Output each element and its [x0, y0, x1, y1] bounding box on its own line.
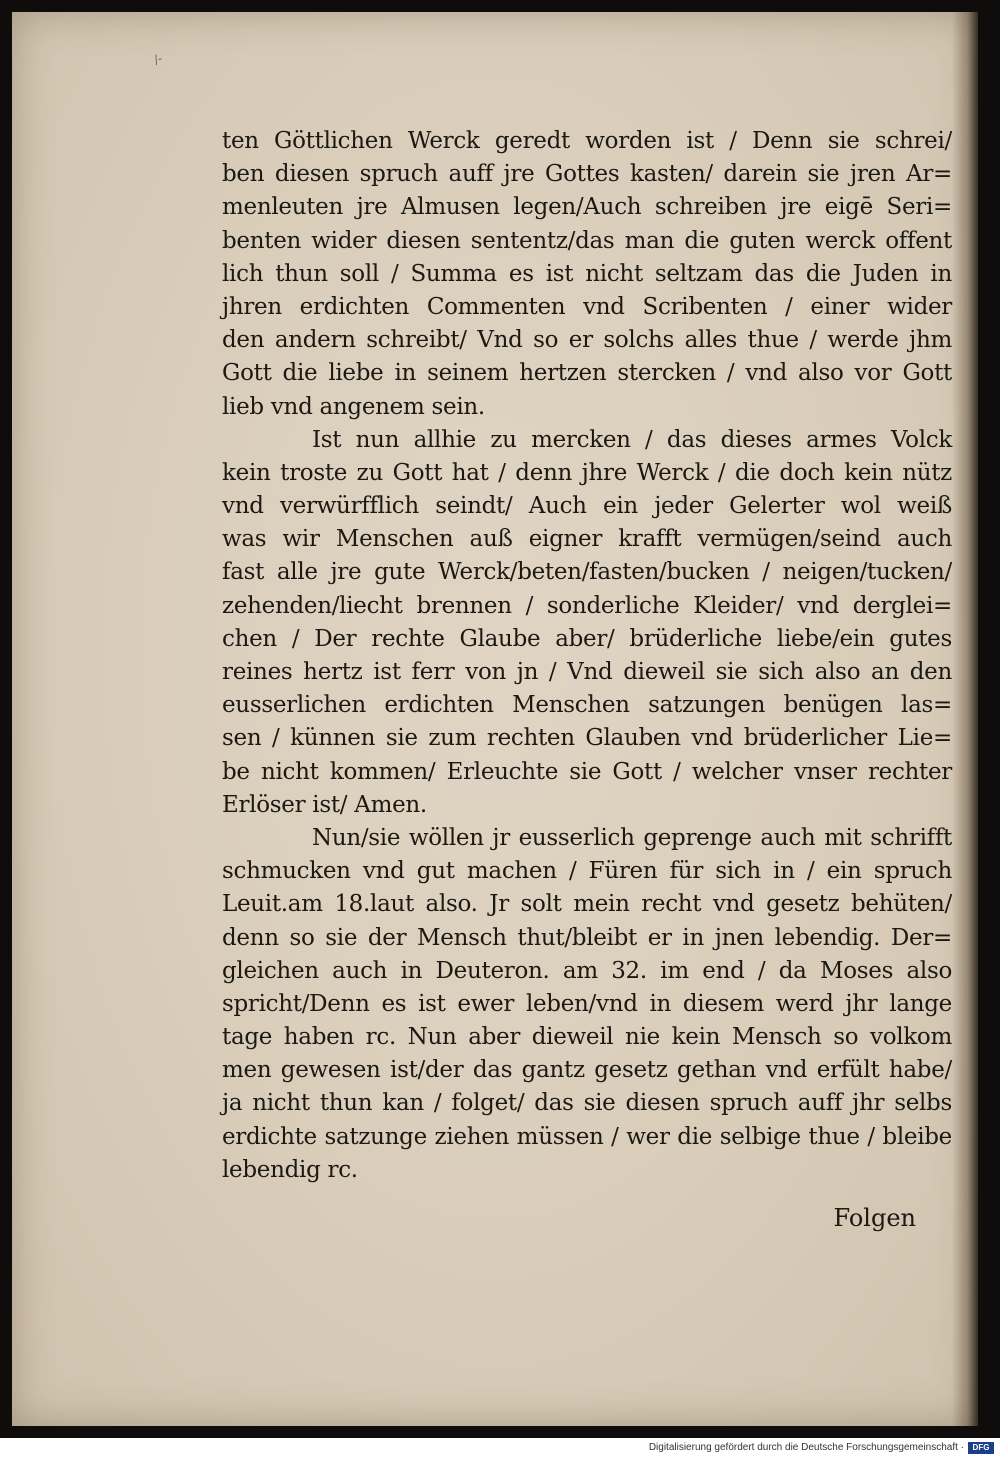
text-line-32: lebendig rc. [222, 1156, 358, 1183]
text-line-24: Leuit.am 18.laut also. Jr solt mein recht vnd gesetz behüten/ [222, 891, 952, 918]
text-line-23: schmucken vnd gut machen / Füren für sich in / ein spruch [222, 858, 952, 885]
dfg-logo-icon: DFG [968, 1442, 994, 1454]
text-line-25: denn so sie der Mensch thut/bleibt er in jnen lebendig. Der= [222, 924, 952, 951]
text-line-14: fast alle jre gute Werck/beten/fasten/bucken / neigen/tucken/ [222, 559, 952, 586]
page-gutter-shadow [952, 12, 978, 1426]
text-line-7: den andern schreibt/ Vnd so er solchs alles thue / werde jhm [222, 327, 952, 354]
text-line-30: ja nicht thun kan / folget/ das sie diesen spruch auff jhr selbs [222, 1090, 952, 1117]
text-line-13: was wir Menschen auß eigner krafft vermügen/seind auch [222, 526, 952, 553]
text-line-20: be nicht kommen/ Erleuchte sie Gott / welcher vnser rechter [222, 758, 952, 785]
text-line-31: erdichte satzunge ziehen müssen / wer die selbige thue / bleibe [222, 1123, 952, 1150]
text-line-27: spricht/Denn es ist ewer leben/vnd in diesem werd jhr lange [222, 990, 952, 1017]
text-line-2: ben diesen spruch auff jre Gottes kasten/ darein sie jren Ar= [222, 161, 952, 188]
footer-bar [0, 1438, 1000, 1459]
text-line-3: menleuten jre Almusen legen/Auch schreiben jre eigē Seri= [222, 194, 952, 221]
page-text-block [222, 125, 952, 1187]
text-line-11: kein troste zu Gott hat / denn jhre Werck / die doch kein nütz [222, 459, 952, 486]
book-page [12, 12, 978, 1426]
text-line-22: Nun/sie wöllen jr eusserlich geprenge auch mit schrifft [312, 824, 952, 851]
text-line-15: zehenden/liecht brennen / sonderliche Kleider/ vnd derglei= [222, 592, 952, 619]
text-line-9: lieb vnd angenem sein. [222, 393, 485, 420]
text-line-16: chen / Der rechte Glaube aber/ brüderliche liebe/ein gutes [222, 625, 952, 652]
margin-mark: /- [151, 51, 165, 67]
catchword: Folgen [833, 1204, 916, 1232]
text-line-26: gleichen auch in Deuteron. am 32. im end / da Moses also [222, 957, 952, 984]
text-line-29: men gewesen ist/der das gantz gesetz gethan vnd erfült habe/ [222, 1057, 952, 1084]
funding-credit: Digitalisierung gefördert durch die Deutsche Forschungsgemeinschaft · [648, 1442, 964, 1453]
text-line-21: Erlöser ist/ Amen. [222, 791, 427, 818]
text-line-8: Gott die liebe in seinem hertzen stercken / vnd also vor Gott [222, 360, 952, 387]
text-line-12: vnd verwürfflich seindt/ Auch ein jeder Gelerter wol weiß [222, 493, 952, 520]
text-line-18: eusserlichen erdichten Menschen satzungen benügen las= [222, 692, 952, 719]
text-line-10: Ist nun allhie zu mercken / das dieses armes Volck [312, 426, 952, 453]
text-line-4: benten wider diesen sententz/das man die guten werck offent [222, 227, 952, 254]
text-line-6: jhren erdichten Commenten vnd Scribenten / einer wider [222, 293, 952, 320]
text-line-17: reines hertz ist ferr von jn / Vnd dieweil sie sich also an den [222, 659, 952, 685]
text-line-19: sen / künnen sie zum rechten Glauben vnd brüderlicher Lie= [222, 725, 952, 752]
text-line-1: ten Göttlichen Werck geredt worden ist / Denn sie schrei/ [222, 128, 952, 154]
text-line-28: tage haben rc. Nun aber dieweil nie kein Mensch so volkom [222, 1024, 952, 1051]
text-line-5: lich thun soll / Summa es ist nicht seltzam das die Juden in [222, 260, 952, 287]
